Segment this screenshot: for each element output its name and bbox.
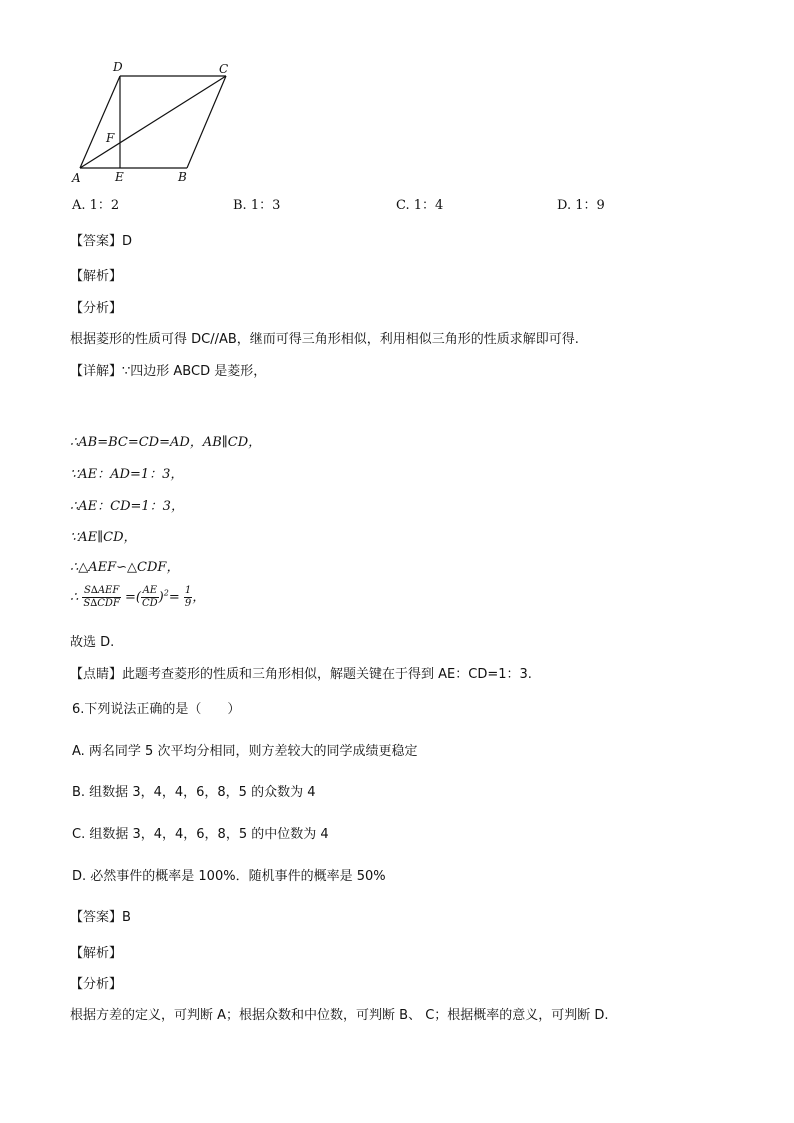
label-e: E [115,170,124,184]
q6-answer [70,906,131,925]
q6-option-a: A. 两名同学 5 次平均分相同，则方差较大的同学成绩更稳定 [72,744,418,759]
answer-label: 【答案】 [70,910,123,925]
right-paren: ) [158,590,164,605]
dianjing-text: 此题考查菱形的性质和三角形相似，解题关键在于得到 AE：CD=1：3. [122,667,532,682]
q6-option-b: B. 组数据 3，4，4，6，8，5 的众数为 4 [72,785,316,800]
q5-detail [70,360,266,379]
dianjing-label: 【点睛】 [70,667,123,682]
q5-option-c: C. 1：4 [396,198,444,213]
q5-dianjing [70,663,532,682]
q5-conclusion: 故选 D. [70,635,115,650]
label-d: D [113,60,123,74]
side-denominator: CD [142,598,158,609]
q5-fenxi-label: 【分析】 [70,301,123,316]
q5-fenxi-text: 根据菱形的性质可得 DC//AB，继而可得三角形相似，利用相似三角形的性质求解即可得. [70,332,579,347]
q5-answer [70,230,132,249]
side-bc [187,76,226,168]
detail-label: 【详解】 [70,364,123,379]
label-c: C [219,62,229,76]
area-fraction [82,586,120,609]
q5-jiexi: 【解析】 [70,269,123,284]
label-f: F [106,131,115,145]
area-denominator: S∆CDF [83,598,120,609]
q6-title: 6.下列说法正确的是（ ） [72,702,241,717]
formula-prefix: ∴ [70,590,79,605]
q5-option-b: B. 1：3 [233,198,281,213]
side-da [80,76,120,168]
result-fraction [184,586,192,609]
diagonal-ac [80,76,226,168]
q6-option-d: D. 必然事件的概率是 100%．随机事件的概率是 50% [72,869,386,884]
q5-step-3: ∴AE：CD=1：3， [70,499,184,514]
q5-step-2: ∵AE：AD=1：3， [70,467,184,482]
result-denominator: 9 [184,598,192,609]
side-numerator: AE [142,585,158,596]
q6-jiexi: 【解析】 [70,946,123,961]
q5-step-5: ∴△AEF∽△CDF， [70,560,180,575]
q5-option-a: A. 1：2 [72,198,120,213]
side-fraction [141,586,159,609]
equals-2: = [168,590,180,605]
formula-suffix: ， [192,590,206,605]
answer-value: D [122,234,133,249]
exponent: 2 [163,588,169,598]
result-numerator: 1 [184,585,192,596]
label-b: B [178,170,187,184]
label-a: A [72,171,81,185]
answer-value: B [122,910,131,925]
q6-option-c: C. 组数据 3，4，4，6，8，5 的中位数为 4 [72,827,329,842]
q5-option-d: D. 1：9 [557,198,605,213]
ratio-formula [70,586,205,609]
answer-label: 【答案】 [70,234,123,249]
q5-step-1: ∴AB=BC=CD=AD，AB∥CD， [70,435,262,450]
rhombus-figure [60,55,245,185]
equals-1: = [125,590,136,605]
detail-text: ∵四边形 ABCD 是菱形， [122,364,267,379]
q5-step-4: ∵AE∥CD， [70,530,137,545]
q6-fenxi-text: 根据方差的定义，可判断 A；根据众数和中位数，可判断 B、 C；根据概率的意义，可判断 D. [70,1008,609,1023]
left-paren: ( [135,590,141,605]
q6-fenxi-label: 【分析】 [70,977,123,992]
area-numerator: S∆AEF [84,585,120,596]
